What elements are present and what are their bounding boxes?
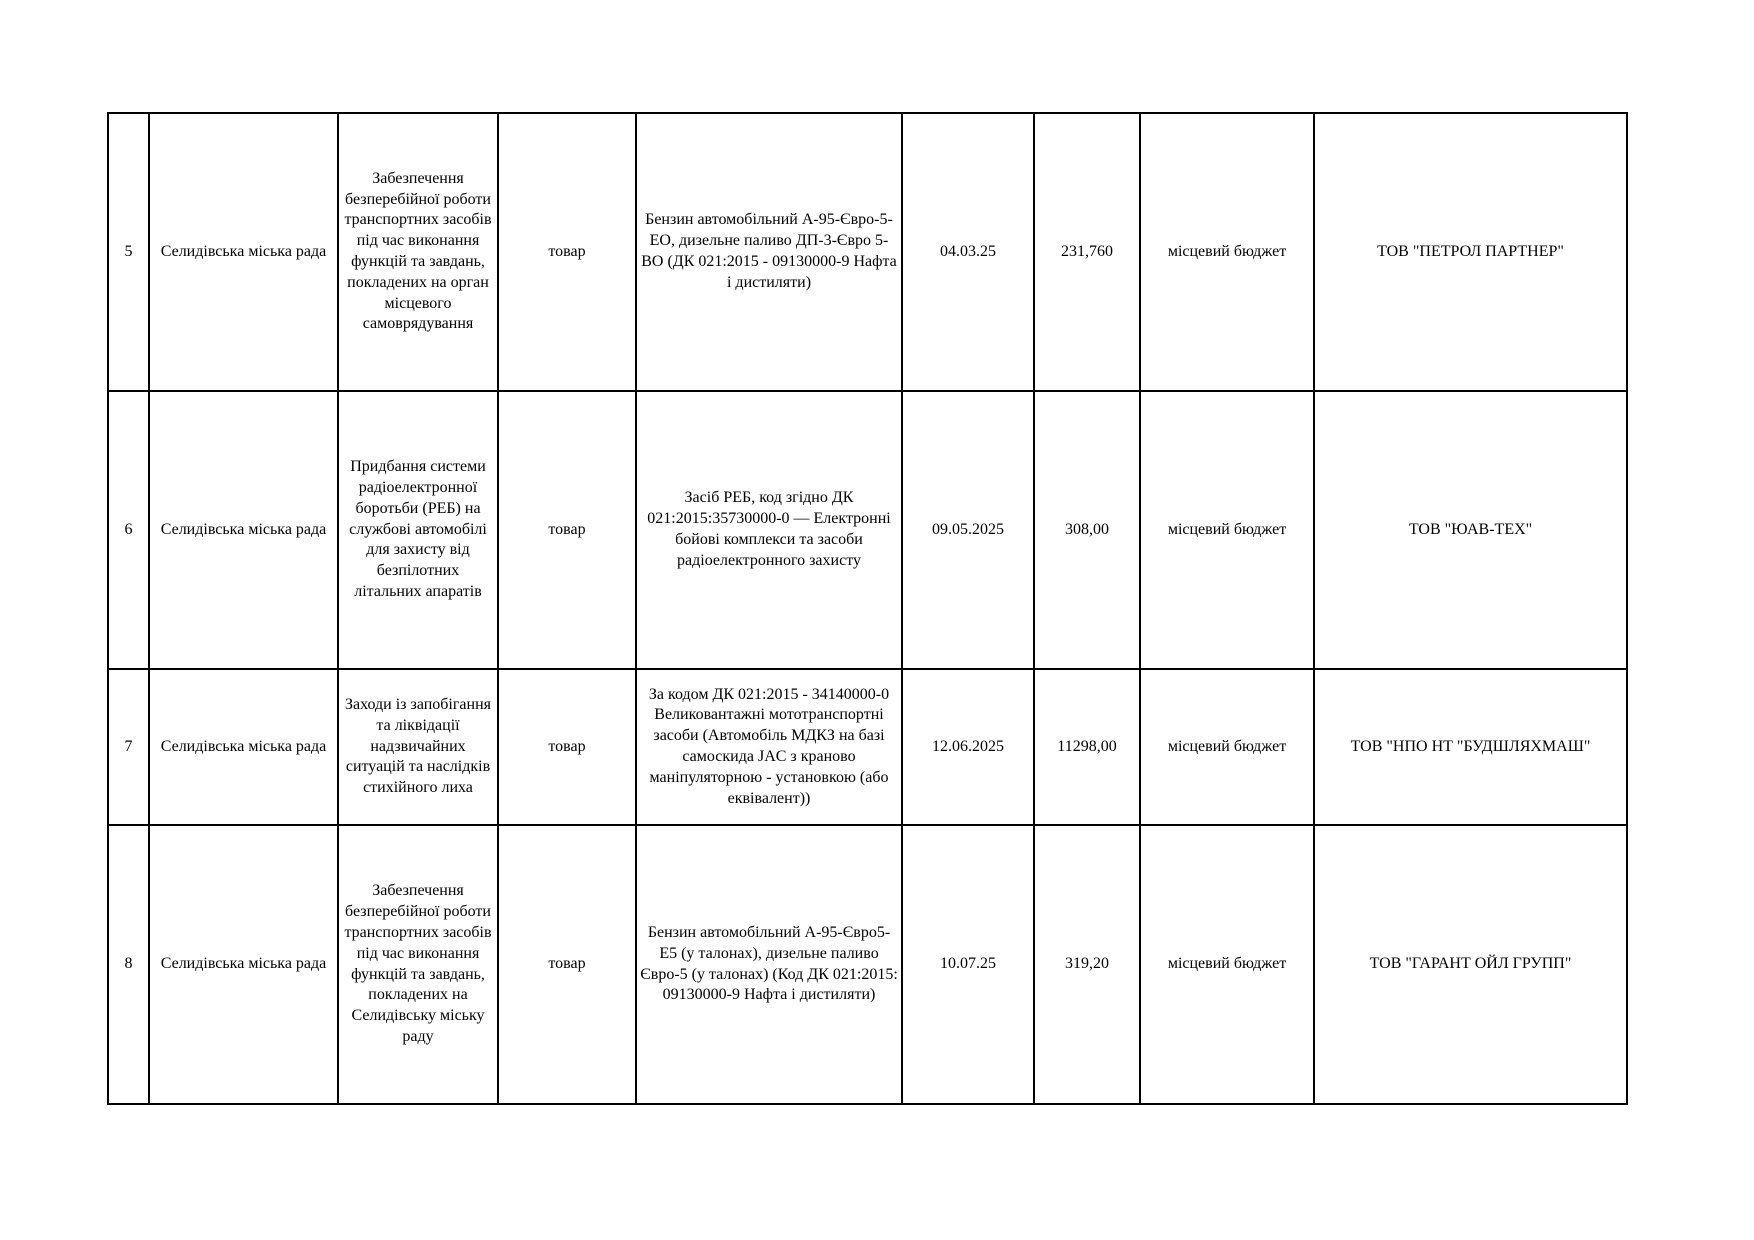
cell-purpose: Забезпечення безперебійної роботи транспортних засобів під час виконання функцій та завдань, покладених на орган місцевого самоврядування — [338, 113, 498, 391]
cell-supplier: ТОВ "НПО НТ "БУДШЛЯХМАШ" — [1314, 669, 1627, 825]
cell-row-number: 5 — [108, 113, 149, 391]
cell-purpose: Забезпечення безперебійної роботи транспортних засобів під час виконання функцій та завдань, покладених на Селидівську міську раду — [338, 825, 498, 1104]
cell-row-number: 6 — [108, 391, 149, 669]
cell-date: 04.03.25 — [902, 113, 1034, 391]
cell-row-number: 7 — [108, 669, 149, 825]
table-row — [108, 669, 1627, 825]
cell-supplier: ТОВ "ПЕТРОЛ ПАРТНЕР" — [1314, 113, 1627, 391]
cell-purpose: Заходи із запобігання та ліквідації надзвичайних ситуацій та наслідків стихійного лиха — [338, 669, 498, 825]
table-row — [108, 391, 1627, 669]
cell-amount: 11298,00 — [1034, 669, 1140, 825]
cell-budget-source: місцевий бюджет — [1140, 669, 1314, 825]
cell-budget-source: місцевий бюджет — [1140, 113, 1314, 391]
cell-item-description: Бензин автомобільний А-95-Євро5-Е5 (у талонах), дизельне паливо Євро-5 (у талонах) (Код ДК 021:2015: 09130000-9 Нафта і дистиляти) — [636, 825, 902, 1104]
table-row — [108, 825, 1627, 1104]
cell-amount: 231,760 — [1034, 113, 1140, 391]
cell-purpose: Придбання системи радіоелектронної боротьби (РЕБ) на службові автомобілі для захисту від безпілотних літальних апаратів — [338, 391, 498, 669]
cell-organization: Селидівська міська рада — [149, 825, 338, 1104]
table-row — [108, 113, 1627, 391]
cell-budget-source: місцевий бюджет — [1140, 825, 1314, 1104]
cell-procurement-type: товар — [498, 113, 636, 391]
procurement-table — [107, 112, 1628, 1105]
cell-procurement-type: товар — [498, 669, 636, 825]
cell-row-number: 8 — [108, 825, 149, 1104]
cell-date: 12.06.2025 — [902, 669, 1034, 825]
cell-supplier: ТОВ "ЮАВ-ТЕХ" — [1314, 391, 1627, 669]
cell-organization: Селидівська міська рада — [149, 391, 338, 669]
cell-procurement-type: товар — [498, 825, 636, 1104]
cell-date: 09.05.2025 — [902, 391, 1034, 669]
cell-item-description: Бензин автомобільний А-95-Євро-5-ЕО, дизельне паливо ДП-3-Євро 5-ВО (ДК 021:2015 - 09130000-9 Нафта і дистиляти) — [636, 113, 902, 391]
cell-date: 10.07.25 — [902, 825, 1034, 1104]
cell-item-description: За кодом ДК 021:2015 - 34140000-0 Великовантажні мототранспортні засоби (Автомобіль МДКЗ на базі самоскида JAC з краново маніпуляторною - установкою (або еквівалент)) — [636, 669, 902, 825]
cell-amount: 308,00 — [1034, 391, 1140, 669]
cell-procurement-type: товар — [498, 391, 636, 669]
cell-organization: Селидівська міська рада — [149, 113, 338, 391]
cell-supplier: ТОВ "ГАРАНТ ОЙЛ ГРУПП" — [1314, 825, 1627, 1104]
cell-amount: 319,20 — [1034, 825, 1140, 1104]
cell-item-description: Засіб РЕБ, код згідно ДК 021:2015:35730000-0 — Електронні бойові комплекси та засоби радіоелектронного захисту — [636, 391, 902, 669]
cell-organization: Селидівська міська рада — [149, 669, 338, 825]
cell-budget-source: місцевий бюджет — [1140, 391, 1314, 669]
